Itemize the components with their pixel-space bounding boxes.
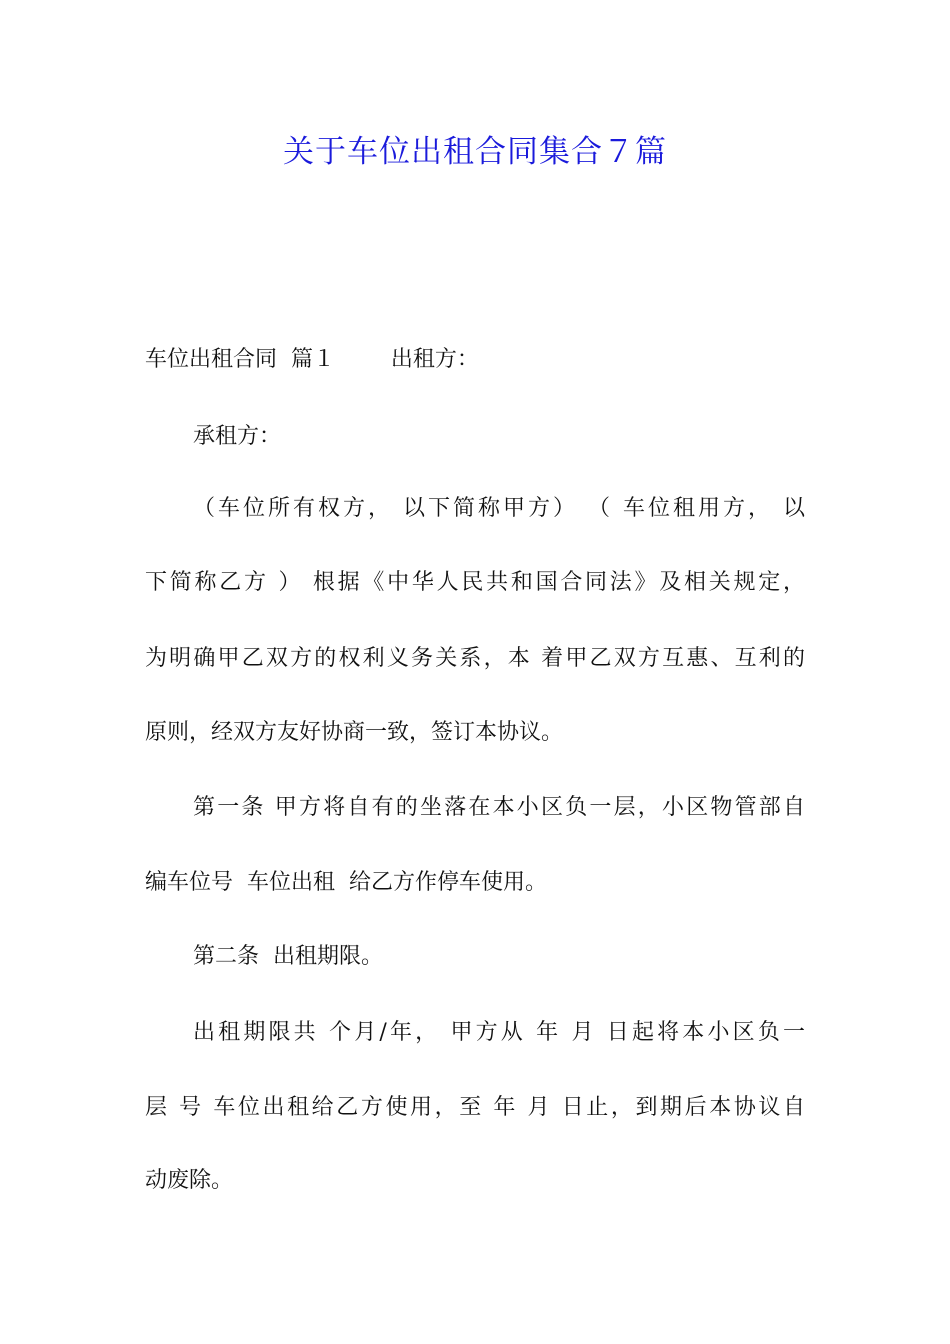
text-line: 下简称乙方 ） 根据《中华人民共和国合同法》及相关规定， [145, 570, 805, 595]
text-line: 为明确甲乙双方的权利义务关系，本 着甲乙双方互惠、互利的 [145, 646, 805, 671]
text-line: 层 号 车位出租给乙方使用，至 年 月 日止，到期后本协议自 [145, 1095, 805, 1120]
text-line: 第二条 出租期限。 [193, 944, 383, 969]
text-line: 第一条 甲方将自有的坐落在本小区负一层，小区物管部自 [193, 795, 805, 820]
text-line: 承租方： [193, 424, 282, 449]
text-line: 车位出租合同 篇１ 出租方： [145, 347, 479, 372]
text-line: 动废除。 [145, 1168, 234, 1193]
document-title: 关于车位出租合同集合７篇 [283, 134, 667, 170]
text-line: （车位所有权方， 以下简称甲方） （ 车位租用方， 以 [193, 496, 805, 521]
text-line: 编车位号 车位出租 给乙方作停车使用。 [145, 870, 547, 895]
text-line: 出租期限共 个月/年， 甲方从 年 月 日起将本小区负一 [193, 1020, 805, 1045]
text-line: 原则，经双方友好协商一致，签订本协议。 [145, 720, 564, 745]
